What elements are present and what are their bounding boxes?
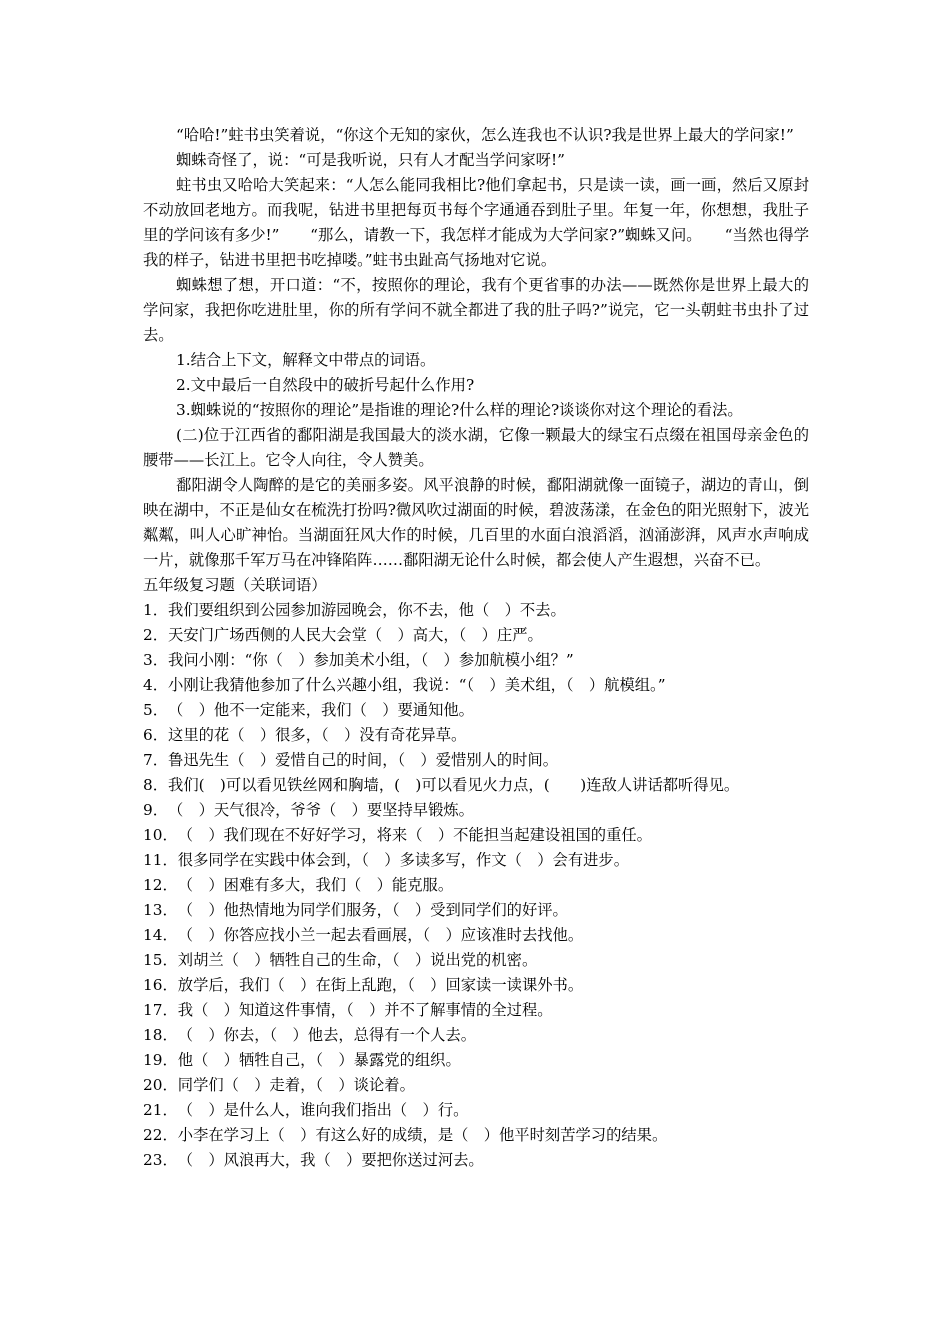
review-question-number: 19．: [143, 1051, 178, 1069]
story-paragraph-4: 蜘蛛想了想，开口道：“不，按照你的理论，我有个更省事的办法——既然你是世界上最大的学问家，我把你吃进肚里，你的所有学问不就全都进了我的肚子吗?”说完，它一头朝蛀书虫扑了过去。: [143, 276, 809, 344]
review-question-text: 天安门广场西侧的人民大会堂（ ）高大，（ ）庄严。: [168, 626, 543, 644]
review-question-text: （ ）他热情地为同学们服务，（ ）受到同学们的好评。: [177, 901, 568, 919]
review-question-text: （ ）你去，（ ）他去，总得有一个人去。: [177, 1026, 477, 1044]
review-question-item: [143, 723, 809, 748]
passage2-paragraph-1: (二)位于江西省的鄱阳湖是我国最大的淡水湖，它像一颗最大的绿宝石点缀在祖国母亲金色的腰带——长江上。它令人向往，令人赞美。: [143, 426, 809, 469]
review-question-item: [143, 998, 809, 1023]
review-question-number: 16．: [143, 976, 178, 994]
review-question-item: [143, 1148, 809, 1173]
review-question-text: 他（ ）牺牲自己，（ ）暴露党的组织。: [177, 1051, 461, 1069]
review-question-number: 18．: [143, 1026, 178, 1044]
review-question-number: 1．: [143, 601, 169, 619]
review-question-number: 5．: [143, 701, 169, 719]
review-question-text: 放学后，我们（ ）在街上乱跑，（ ）回家读一读课外书。: [177, 976, 584, 994]
review-question-item: [143, 973, 809, 998]
review-question-text: （ ）我们现在不好好学习，将来（ ）不能担当起建设祖国的重任。: [177, 826, 652, 844]
review-question-text: 刘胡兰（ ）牺牲自己的生命，（ ）说出党的机密。: [177, 951, 538, 969]
review-question-number: 17．: [143, 1001, 178, 1019]
review-question-number: 20．: [143, 1076, 178, 1094]
review-question-number: 3．: [143, 651, 169, 669]
review-question-number: 13．: [143, 901, 178, 919]
story-question-1: 1.结合上下文，解释文中带点的词语。: [176, 351, 436, 369]
review-question-text: （ ）他不一定能来，我们（ ）要通知他。: [168, 701, 474, 719]
review-question-item: [143, 773, 809, 798]
review-question-number: 21．: [143, 1101, 178, 1119]
review-question-item: [143, 1023, 809, 1048]
review-question-text: （ ）天气很冷，爷爷（ ）要坚持早锻炼。: [168, 801, 474, 819]
review-question-item: [143, 648, 809, 673]
review-question-item: [143, 623, 809, 648]
review-question-text: 鲁迅先生（ ）爱惜自己的时间，（ ）爱惜别人的时间。: [168, 751, 559, 769]
review-question-item: [143, 598, 809, 623]
review-question-item: [143, 1123, 809, 1148]
review-question-number: 14．: [143, 926, 178, 944]
review-question-text: （ ）你答应找小兰一起去看画展，（ ）应该准时去找他。: [177, 926, 584, 944]
review-question-text: （ ）是什么人，谁向我们指出（ ）行。: [177, 1101, 469, 1119]
review-question-text: （ ）风浪再大，我（ ）要把你送过河去。: [177, 1151, 484, 1169]
document-body: [143, 123, 809, 1173]
review-question-text: 很多同学在实践中体会到，（ ）多读多写，作文（ ）会有进步。: [177, 851, 630, 869]
review-question-text: 我们要组织到公园参加游园晚会，你不去，他（ ）不去。: [168, 601, 566, 619]
review-question-item: [143, 798, 809, 823]
review-question-item: [143, 898, 809, 923]
review-question-item: [143, 848, 809, 873]
review-question-text: 我们( )可以看见铁丝网和胸墙，( )可以看见火力点，( )连敌人讲话都听得见。: [168, 776, 740, 794]
story-paragraph-1: “哈哈!”蛀书虫笑着说，“你这个无知的家伙，怎么连我也不认识?我是世界上最大的学问家!”: [176, 126, 794, 144]
review-question-text: 我问小刚：“你（ ）参加美术小组，（ ）参加航模小组？”: [168, 651, 574, 669]
review-question-item: [143, 673, 809, 698]
review-question-number: 9．: [143, 801, 169, 819]
review-question-number: 15．: [143, 951, 178, 969]
review-question-item: [143, 1073, 809, 1098]
review-question-number: 6．: [143, 726, 169, 744]
review-question-text: 我（ ）知道这件事情，（ ）并不了解事情的全过程。: [177, 1001, 553, 1019]
review-title: 五年级复习题（关联词语）: [143, 576, 327, 594]
story-question-3: 3.蜘蛛说的“按照你的理论”是指谁的理论?什么样的理论?谈谈你对这个理论的看法。: [176, 401, 743, 419]
review-question-item: [143, 1098, 809, 1123]
review-question-number: 12．: [143, 876, 178, 894]
review-question-number: 10．: [143, 826, 178, 844]
review-question-number: 22．: [143, 1126, 178, 1144]
review-question-item: [143, 923, 809, 948]
review-question-item: [143, 698, 809, 723]
review-question-item: [143, 748, 809, 773]
review-question-item: [143, 873, 809, 898]
review-question-item: [143, 948, 809, 973]
review-question-number: 11．: [143, 851, 178, 869]
review-question-number: 8．: [143, 776, 169, 794]
review-question-item: [143, 1048, 809, 1073]
story-paragraph-2: 蜘蛛奇怪了，说：“可是我听说，只有人才配当学问家呀!”: [176, 151, 565, 169]
review-question-number: 2．: [143, 626, 169, 644]
review-question-text: 小刚让我猜他参加了什么兴趣小组，我说：“（ ）美术组，（ ）航模组。”: [168, 676, 666, 694]
review-question-item: [143, 823, 809, 848]
review-question-number: 4．: [143, 676, 169, 694]
review-question-list: [143, 598, 809, 1173]
review-question-text: 这里的花（ ）很多，（ ）没有奇花异草。: [168, 726, 467, 744]
review-question-number: 7．: [143, 751, 169, 769]
passage2-paragraph-2: 鄱阳湖令人陶醉的是它的美丽多姿。风平浪静的时候，鄱阳湖就像一面镜子，湖边的青山，倒映在湖中，不正是仙女在梳洗打扮吗?微风吹过湖面的时候，碧波荡漾，在金色的阳光照射下，波光粼粼，叫人心旷神怡。当湖面狂风大作的时候，几百里的水面白浪滔滔，汹涌澎湃，风声水声响成一片，就像那千军万马在冲锋陷阵……鄱阳湖无论什么时候，都会使人产生遐想，兴奋不已。: [143, 476, 809, 569]
review-question-text: 小李在学习上（ ）有这么好的成绩，是（ ）他平时刻苦学习的结果。: [177, 1126, 668, 1144]
review-question-text: 同学们（ ）走着，（ ）谈论着。: [177, 1076, 415, 1094]
review-question-text: （ ）困难有多大，我们（ ）能克服。: [177, 876, 454, 894]
review-question-number: 23．: [143, 1151, 178, 1169]
story-paragraph-3: 蛀书虫又哈哈大笑起来：“人怎么能同我相比?他们拿起书，只是读一读，画一画，然后又原封不动放回老地方。而我呢，钻进书里把每页书每个字通通吞到肚子里。年复一年，你想想，我肚子里的学问该有多少!” “那么，请教一下，我怎样才能成为大学问家?”蜘蛛又问。 “当然也得学我的样子，钻进书里把书吃掉喽。”蛀书虫趾高气扬地对它说。: [143, 176, 809, 269]
story-question-2: 2.文中最后一自然段中的破折号起什么作用?: [176, 376, 475, 394]
